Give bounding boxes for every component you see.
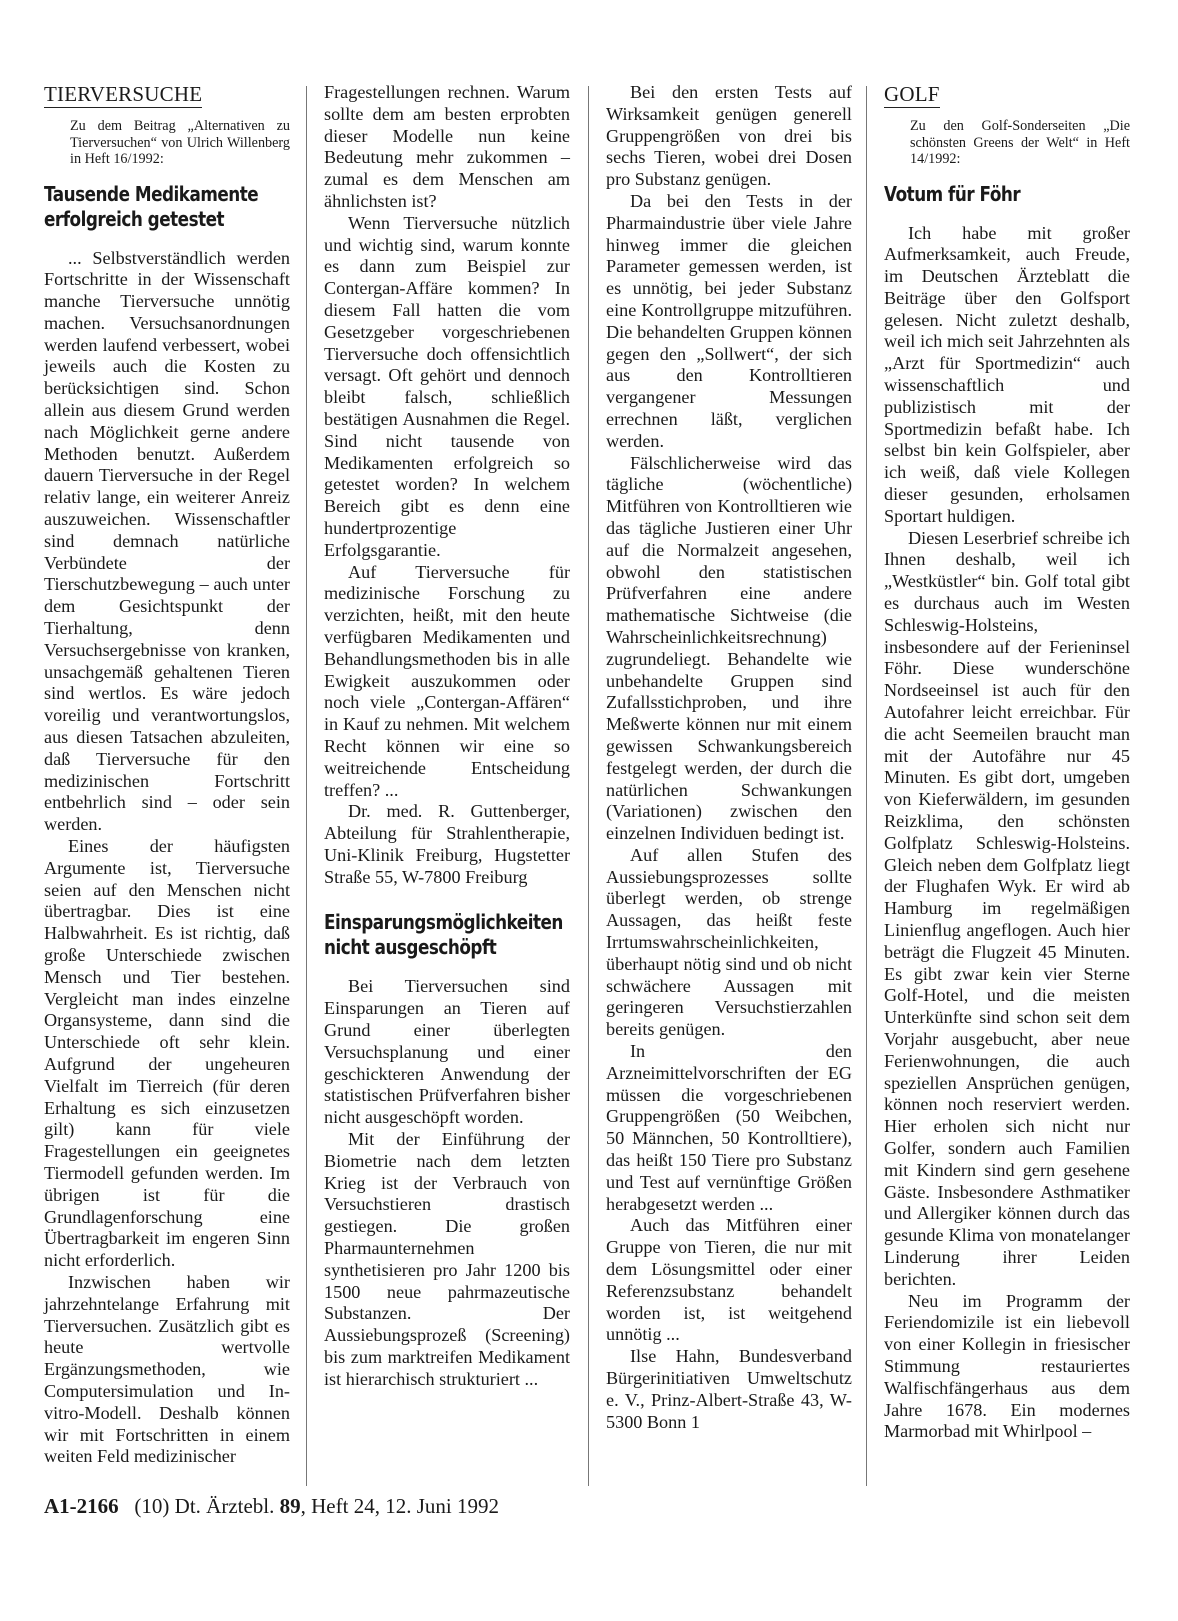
section-title-tierversuche: TIERVERSUCHE <box>44 82 203 106</box>
paragraph: Inzwischen haben wir jahrzehntelange Erfahrung mit Tierversuchen. Zusätzlich gibt es heute wertvolle Ergänzungsmethoden, wie Computersimulation und In-vitro-Modell. Deshalb können wir mit Fortschritten in einem weiten Feld medizinischer <box>44 1271 290 1467</box>
column-3 <box>606 82 852 1433</box>
paragraph: Wenn Tierversuche nützlich und wichtig sind, warum konnte es dann zum Beispiel zur Contergan-Affäre kommen? In diesem Fall hatten die vom Gesetzgeber vorgeschriebenen Tierversuche doch offensichtlich versagt. Oft gehört und dennoch bleibt falsch, schließlich bestätigen Ausnahmen die Regel. Sind nicht tausende von Medikamenten erfolgreich so getestet worden? In welchem Bereich gibt es denn eine hundertprozentige Erfolgsgarantie. <box>324 212 570 560</box>
paragraph: Neu im Programm der Feriendomizile ist ein liebevoll von einer Kollegin in friesischer Stimmung restauriertes Walfischfängerhaus aus dem Jahre 1678. Ein modernes Marmorbad mit Whirlpool – <box>884 1290 1130 1442</box>
paragraph: Fragestellungen rechnen. Warum sollte dem am besten erprobten dieser Modelle nun keine Bedeutung mehr zukommen – zumal es dem Menschen am ähnlichsten ist? <box>324 82 570 211</box>
paragraph: Auf allen Stufen des Aussiebungsprozesses sollte überlegt werden, ob strenge Aussagen, das heißt feste Irrtumswahrscheinlichkeiten, überhaupt nötig sind und ob nicht schwächere Aussagen mit geringeren Versuchstierzahlen bereits genügen. <box>606 844 852 1040</box>
column-rule <box>588 86 589 1486</box>
column-1 <box>44 82 290 1468</box>
issue-suffix: , Heft 24, 12. Juni 1992 <box>300 1494 499 1518</box>
paragraph: ... Selbstverständlich werden Fortschritte in der Wissenschaft manche Tierversuche unnötig machen. Versuchsanordnungen werden laufend verbessert, wobei jeweils auch die Kosten zu berücksichtigen sind. Schon allein aus diesem Grund werden nach Möglichkeit gerne andere Methoden benutzt. Außerdem dauern Tierversuche in der Regel relativ lange, ein weiterer Anreiz auszuweichen. Wissenschaftler sind demnach natürliche Verbündete der Tierschutzbewegung – auch unter dem Gesichtspunkt der Tierhaltung, denn Versuchsergebnisse von kranken, unsachgemäß gehaltenen Tieren sind wertlos. Es wäre jedoch voreilig und verantwortungslos, aus diesen Tatsachen abzuleiten, daß Tierversuche für den medizinischen Fortschritt entbehrlich sind – oder sein werden. <box>44 247 290 835</box>
headline-tausende-medikamente: Tausende Medikamente erfolgreich getestet <box>44 181 259 231</box>
article-intro: Zu dem Beitrag „Alternativen zu Tierversuchen“ von Ulrich Willenberg in Heft 16/1992: <box>70 118 290 167</box>
paragraph: Auf Tierversuche für medizinische Forschung zu verzichten, heißt, mit den heute verfügbaren Medikamenten und Behandlungsmethoden bis in alle Ewigkeit auszukommen oder noch viele „Contergan-Affären“ in Kauf zu nehmen. Mit welchem Recht können wir eine so weitreichende Entscheidung treffen? ... <box>324 561 570 800</box>
paragraph: Bei Tierversuchen sind Einsparungen an Tieren auf Grund einer überlegten Versuchsplanung und einer geschickteren Anwendung der statistischen Prüfverfahren bisher nicht ausgeschöpft worden. <box>324 976 570 1128</box>
paragraph: Da bei den Tests in der Pharmaindustrie über viele Jahre hinweg immer die gleichen Parameter gemessen werden, ist es unnötig, bei jeder Substanz eine Kontrollgruppe mitzuführen. Die behandelten Gruppen können gegen den „Sollwert“, der sich aus den Kontrolltieren vergangener Messungen errechnen läßt, verglichen werden. <box>606 190 852 451</box>
column-rule <box>866 86 867 1486</box>
paragraph: In den Arzneimittelvorschriften der EG müssen die vorgeschriebenen Gruppengrößen (50 Weibchen, 50 Männchen, 50 Kontrolltiere), das heißt 150 Tiere pro Substanz und Test auf vernünftige Größen herabgesetzt werden ... <box>606 1041 852 1214</box>
article-intro: Zu den Golf-Sonderseiten „Die schönsten Greens der Welt“ in Heft 14/1992: <box>910 118 1130 167</box>
paragraph: Ich habe mit großer Aufmerksamkeit, auch Freude, im Deutschen Ärzteblatt die Beiträge über den Golfsport gelesen. Nicht zuletzt deshalb, weil ich mich seit Jahrzehnten als „Arzt für Sportmedizin“ auch wissenschaftlich und publizistisch mit der Sportmedizin befaßt habe. Ich selbst bin kein Golfspieler, aber ich weiß, daß viele Kollegen dieser gesunden, erholsamen Sportart huldigen. <box>884 222 1130 526</box>
headline-votum-fuer-foehr: Votum für Föhr <box>884 181 1021 206</box>
headline-einsparungsmoeglichkeiten: Einsparungsmöglichkeiten nicht ausgeschöpft <box>324 910 563 960</box>
page-footer <box>44 1494 499 1518</box>
paragraph: Fälschlicherweise wird das tägliche (wöchentliche) Mitführen von Kontrolltieren wie das tägliche Justieren einer Uhr auf die Normalzeit angesehen, obwohl den statistischen Prüfverfahren eine andere mathematische Sichtweise (die Wahrscheinlichkeitsrechnung) zugrundeliegt. Behandelte wie unbehandelte Gruppen sind Zufallsstichproben, und ihre Meßwerte können nur mit einem gewissen Schwankungsbereich festgelegt werden, der durch die natürlichen Schwankungen (Variationen) zwischen den einzelnen Individuen bedingt ist. <box>606 452 852 844</box>
page-number: A1-2166 <box>44 1494 119 1518</box>
section-title-golf: GOLF <box>884 82 940 106</box>
paragraph: Mit der Einführung der Biometrie nach dem letzten Krieg ist der Verbrauch von Versuchstieren drastisch gestiegen. Die großen Pharmaunternehmen synthetisieren pro Jahr 1200 bis 1500 neue pahrmazeutische Substanzen. Der Aussiebungsprozeß (Screening) bis zum marktreifen Medikament ist hierarchisch strukturiert ... <box>324 1129 570 1389</box>
letter-signature: Ilse Hahn, Bundesverband Bürgerinitiativen Umweltschutz e. V., Prinz-Albert-Straße 43, W-5300 Bonn 1 <box>606 1346 852 1432</box>
issue-prefix: (10) Dt. Ärztebl. <box>134 1494 275 1518</box>
paragraph: Eines der häufigsten Argumente ist, Tierversuche seien auf den Menschen nicht übertragbar. Dies ist eine Halbwahrheit. Es ist richtig, daß große Unterschiede zwischen Mensch und Tier bestehen. Vergleicht man indes einzelne Organsysteme, dann sind die Unterschiede oft sehr klein. Aufgrund der ungeheuren Vielfalt im Tierreich (für deren Erhaltung es sich einzusetzen gilt) kann für viele Fragestellungen ein geeignetes Tiermodell gefunden werden. Im übrigen ist für die Grundlagenforschung eine Übertragbarkeit im engeren Sinn nicht erforderlich. <box>44 836 290 1271</box>
paragraph: Auch das Mitführen einer Gruppe von Tieren, die nur mit dem Lösungsmittel oder einer Referenzsubstanz behandelt worden ist, ist weitgehend unnötig ... <box>606 1215 852 1345</box>
paragraph: Diesen Leserbrief schreibe ich Ihnen deshalb, weil ich „Westküstler“ bin. Golf total gibt es durchaus auch im Westen Schleswig-Holsteins, insbesondere auf der Ferieninsel Föhr. Diese wunderschöne Nordseeinsel ist auch für den Autofahrer leicht erreichbar. Für die acht Seemeilen braucht man mit der Autofähre nur 45 Minuten. Es gibt dort, umgeben von Kieferwäldern, im gesunden Reizklima, den schönsten Golfplatz Schleswig-Holsteins. Gleich neben dem Golfplatz liegt der Flughafen Wyk. Er wird ab Hamburg im regelmäßigen Linienflug angeflogen. Auch hier beträgt die Flugzeit 45 Minuten. Es gibt zwar kein vier Sterne Golf-Hotel, und die meisten Unterkünfte sind schon seit dem Vorjahr ausgebucht, aber neue Ferienwohnungen, die auch speziellen Ansprüchen genügen, können noch reserviert werden. Hier erholen sich nicht nur Golfer, sondern auch Familien mit Kindern sind gern gesehene Gäste. Insbesondere Asthmatiker und Allergiker können durch das gesunde Klima von monatelanger Linderung ihrer Leiden berichten. <box>884 527 1130 1289</box>
column-2 <box>324 82 570 1391</box>
volume-number: 89 <box>279 1494 301 1518</box>
paragraph: Bei den ersten Tests auf Wirksamkeit genügen generell Gruppengrößen von drei bis sechs Tieren, wobei drei Dosen pro Substanz genügen. <box>606 82 852 190</box>
letter-signature: Dr. med. R. Guttenberger, Abteilung für Strahlentherapie, Uni-Klinik Freiburg, Hugstetter Straße 55, W-7800 Freiburg <box>324 801 570 887</box>
column-rule <box>306 86 307 1486</box>
column-4 <box>884 82 1130 1443</box>
